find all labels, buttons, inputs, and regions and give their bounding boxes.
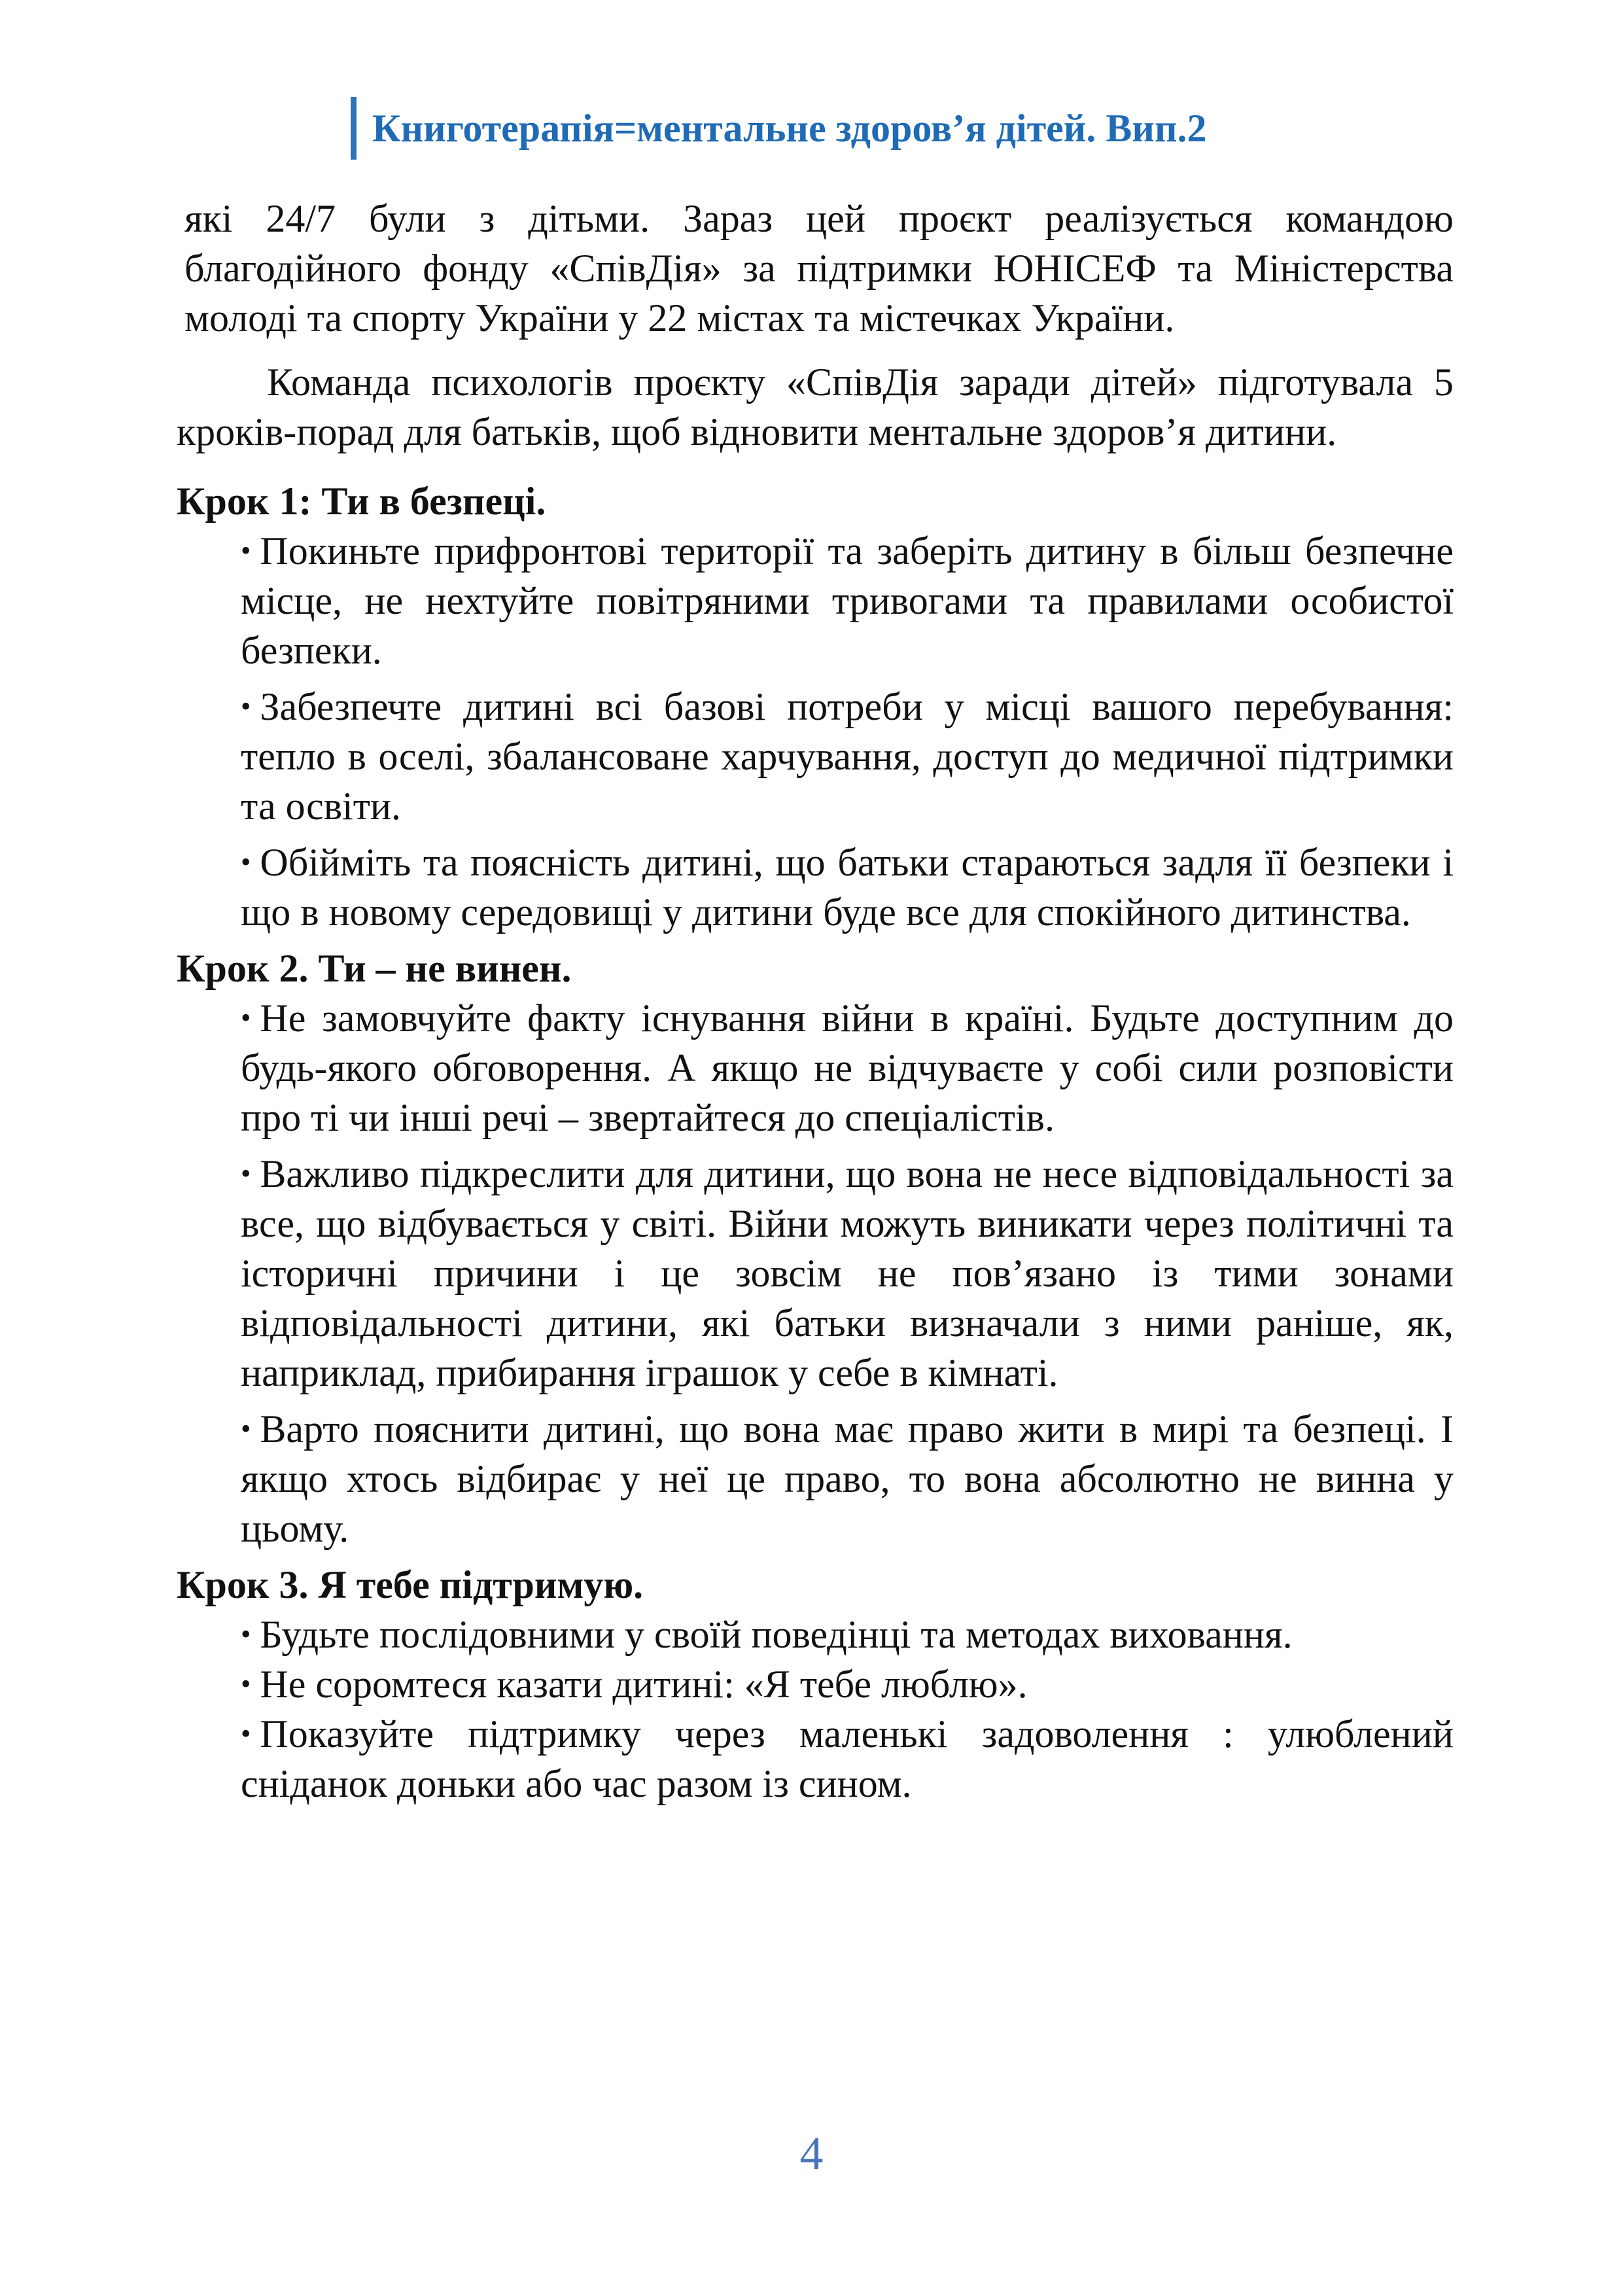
step-1-list: [177, 526, 1454, 937]
bullet-icon: •: [241, 1668, 251, 1700]
list-item-text: Важливо підкреслити для дитини, що вона не несе відповідальності за все, що відбувається у світі. Війни можуть виникати через політичні та історичні причини і це зовсім не пов’язано із тими зонами відповідальності дитини, які батьки визначали з ними раніше, як, наприклад, прибирання іграшок у себе в кімнаті.: [241, 1152, 1454, 1394]
bullet-icon: •: [241, 1002, 251, 1034]
page-number: 4: [799, 2127, 824, 2180]
page-content: [177, 194, 1454, 1809]
list-item-text: Будьте послідовними у своїй поведінці та методах виховання.: [260, 1613, 1293, 1656]
list-item-text: Обійміть та поясність дитині, що батьки стараються задля її безпеки і що в новому середовищі у дитини буде все для спокійного дитинства.: [241, 841, 1454, 934]
bullet-icon: •: [241, 1718, 251, 1750]
list-item-text: Показуйте підтримку через маленькі задоволення : улюблений сніданок доньки або час разом із сином.: [241, 1712, 1454, 1805]
list-item: [241, 1709, 1454, 1809]
step-3-heading: Крок 3. Я тебе підтримую.: [177, 1563, 644, 1606]
list-item-text: Забезпечте дитині всі базові потреби у місці вашого перебування: тепло в оселі, збалансоване харчування, доступ до медичної підтримки та освіти.: [241, 685, 1454, 828]
step-1-heading: Крок 1: Ти в безпеці.: [177, 480, 546, 523]
list-item: [241, 526, 1454, 675]
list-item: [241, 838, 1454, 937]
list-item-text: Варто пояснити дитині, що вона має право жити в мирі та безпеці. І якщо хтось відбирає у неї це право, то вона абсолютно не винна у цьому.: [241, 1407, 1454, 1550]
list-item: [241, 993, 1454, 1142]
list-item: [241, 1404, 1454, 1553]
list-item: [241, 1610, 1454, 1659]
bullet-icon: •: [241, 535, 251, 567]
intro-paragraph: Команда психологів проєкту «СпівДія заради дітей» підготувала 5 кроків-порад для батьків, щоб відновити ментальне здоров’я дитини.: [177, 361, 1454, 453]
running-header: [351, 97, 1207, 160]
bullet-icon: •: [241, 690, 251, 722]
list-item: [241, 682, 1454, 831]
bullet-icon: •: [241, 1157, 251, 1190]
list-item: [241, 1659, 1454, 1709]
list-item-text: Не соромтеся казати дитині: «Я тебе люблю».: [260, 1663, 1028, 1706]
header-title: Книготерапія=ментальне здоров’я дітей. Вип.2: [372, 106, 1207, 150]
list-item-text: Не замовчуйте факту існування війни в країні. Будьте доступним до будь-якого обговорення. А якщо не відчуваєте у собі сили розповісти про ті чи інші речі – звертайтеся до спеціалістів.: [241, 997, 1454, 1139]
bullet-icon: •: [241, 1618, 251, 1650]
list-item: [241, 1149, 1454, 1398]
step-2-heading: Крок 2. Ти – не винен.: [177, 947, 572, 990]
intro-paragraph-continuation: які 24/7 були з дітьми. Зараз цей проєкт реалізується командою благодійного фонду «СпівДія» за підтримки ЮНІСЕФ та Міністерства молоді та спорту України у 22 містах та містечках України.: [184, 197, 1454, 340]
step-2-list: [177, 993, 1454, 1553]
bullet-icon: •: [241, 1413, 251, 1445]
step-3-list: [177, 1610, 1454, 1809]
list-item-text: Покиньте прифронтові території та заберіть дитину в більш безпечне місце, не нехтуйте повітряними тривогами та правилами особистої безпеки.: [241, 529, 1454, 672]
bullet-icon: •: [241, 846, 251, 878]
